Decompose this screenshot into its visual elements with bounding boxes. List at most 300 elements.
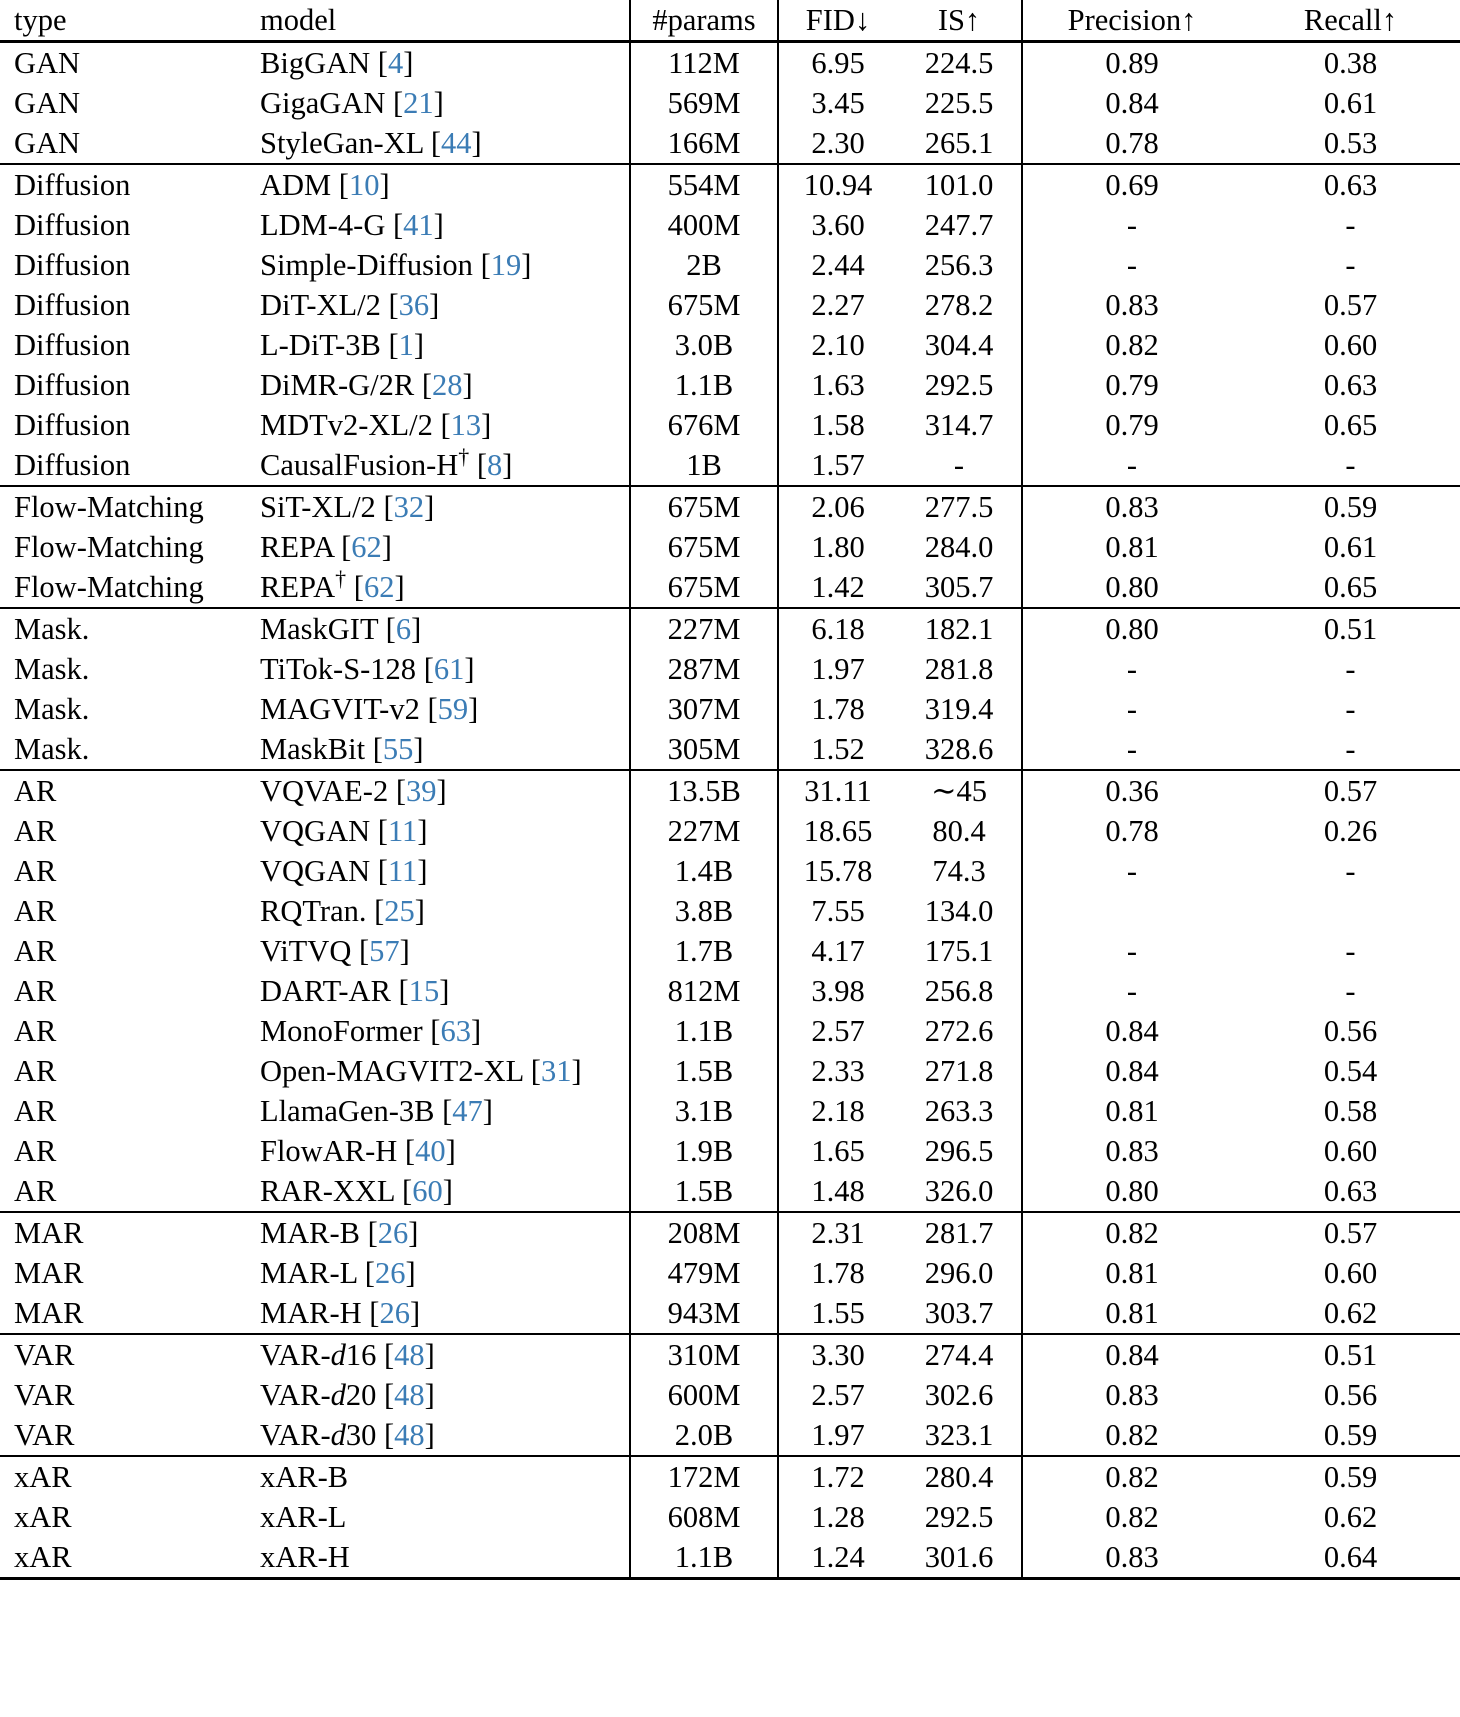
precision-value: 0.84 xyxy=(1105,1013,1159,1048)
model-name: GigaGAN [21] xyxy=(260,85,444,120)
type-value: AR xyxy=(14,1093,57,1128)
citation-link[interactable]: 4 xyxy=(387,45,404,80)
citation-link[interactable]: 28 xyxy=(432,367,463,402)
cell-recall xyxy=(1241,1131,1460,1171)
cell-fid xyxy=(778,164,897,205)
citation-link[interactable]: 57 xyxy=(369,933,400,968)
cell-model xyxy=(246,1537,630,1579)
model-name: MaskGIT [6] xyxy=(260,611,422,646)
cell-model xyxy=(246,811,630,851)
dagger-marker: † xyxy=(335,565,347,591)
model-name: VQGAN [11] xyxy=(260,853,428,888)
citation-link[interactable]: 63 xyxy=(440,1013,471,1048)
params-value: 675M xyxy=(667,569,741,604)
table-header xyxy=(0,0,1460,42)
cell-fid xyxy=(778,83,897,123)
citation-link[interactable]: 1 xyxy=(398,327,414,362)
model-name: StyleGan-XL [44] xyxy=(260,125,482,160)
column-header-label: IS↑ xyxy=(937,2,981,37)
precision-value: 0.81 xyxy=(1105,529,1159,564)
fid-value: 3.60 xyxy=(811,207,865,242)
precision-value: - xyxy=(1126,207,1138,242)
citation-link[interactable]: 40 xyxy=(415,1133,446,1168)
cell-model xyxy=(246,83,630,123)
is-value: 175.1 xyxy=(924,933,994,968)
cell-recall xyxy=(1241,891,1460,931)
model-name: MaskBit [55] xyxy=(260,731,424,766)
cell-is xyxy=(897,1011,1022,1051)
model-name: CausalFusion-H† [8] xyxy=(260,443,513,482)
params-value: 13.5B xyxy=(667,773,741,808)
recall-value: - xyxy=(1345,933,1356,968)
citation-link[interactable]: 6 xyxy=(395,611,412,646)
model-name: ViTVQ [57] xyxy=(260,933,410,968)
citation-link[interactable]: 10 xyxy=(348,167,380,202)
cell-type xyxy=(0,1334,246,1375)
cell-model xyxy=(246,1011,630,1051)
params-value: 172M xyxy=(667,1459,741,1494)
cell-recall xyxy=(1241,486,1460,527)
citation-link[interactable]: 31 xyxy=(540,1053,572,1088)
model-name: LlamaGen-3B [47] xyxy=(260,1093,493,1128)
table-row xyxy=(0,1051,1460,1091)
cell-fid xyxy=(778,1293,897,1334)
recall-value: 0.57 xyxy=(1323,1215,1378,1250)
is-value: 225.5 xyxy=(924,85,994,120)
cell-fid xyxy=(778,1415,897,1456)
table-row xyxy=(0,285,1460,325)
cell-fid xyxy=(778,1456,897,1497)
recall-value: 0.51 xyxy=(1323,1337,1378,1372)
precision-value: 0.89 xyxy=(1105,45,1159,80)
fid-value: 2.33 xyxy=(811,1053,865,1088)
precision-value: - xyxy=(1126,973,1138,1008)
citation-link[interactable]: 25 xyxy=(384,893,415,928)
cell-precision xyxy=(1022,83,1241,123)
fid-value: 1.42 xyxy=(811,569,865,604)
cell-recall xyxy=(1241,1456,1460,1497)
fid-value: 1.80 xyxy=(811,529,865,564)
cell-model xyxy=(246,1091,630,1131)
fid-value: 1.52 xyxy=(811,731,865,766)
cell-model xyxy=(246,891,630,931)
fid-value: 1.55 xyxy=(811,1295,865,1330)
params-value: 675M xyxy=(667,287,741,322)
table-row xyxy=(0,851,1460,891)
model-name: DiMR-G/2R [28] xyxy=(260,367,473,402)
cell-recall xyxy=(1241,1051,1460,1091)
precision-value: 0.83 xyxy=(1105,489,1159,524)
params-value: 1.9B xyxy=(674,1133,734,1168)
cell-model xyxy=(246,1334,630,1375)
cell-is xyxy=(897,486,1022,527)
citation-link[interactable]: 48 xyxy=(394,1417,425,1452)
cell-model xyxy=(246,649,630,689)
cell-is xyxy=(897,1091,1022,1131)
precision-value: - xyxy=(1126,933,1138,968)
cell-fid xyxy=(778,811,897,851)
is-value: 284.0 xyxy=(924,529,994,564)
cell-fid xyxy=(778,1375,897,1415)
model-name: REPA† [62] xyxy=(260,565,405,604)
cell-is xyxy=(897,608,1022,649)
type-value: Diffusion xyxy=(14,287,131,322)
cell-is xyxy=(897,931,1022,971)
params-value: 2.0B xyxy=(674,1417,734,1452)
cell-model xyxy=(246,405,630,445)
cell-is xyxy=(897,1212,1022,1253)
recall-value: 0.56 xyxy=(1323,1377,1378,1412)
cell-precision xyxy=(1022,527,1241,567)
model-name: VAR-d20 [48] xyxy=(260,1377,435,1412)
cell-is xyxy=(897,205,1022,245)
cell-fid xyxy=(778,1212,897,1253)
cell-fid xyxy=(778,1253,897,1293)
citation-link[interactable]: 26 xyxy=(374,1255,406,1290)
recall-value: 0.61 xyxy=(1323,529,1378,564)
cell-params xyxy=(630,811,778,851)
table-row xyxy=(0,608,1460,649)
cell-fid xyxy=(778,608,897,649)
cell-precision xyxy=(1022,811,1241,851)
table-row xyxy=(0,83,1460,123)
cell-recall xyxy=(1241,42,1460,84)
precision-value: 0.78 xyxy=(1105,125,1159,160)
cell-fid xyxy=(778,1171,897,1212)
recall-value: 0.58 xyxy=(1323,1093,1378,1128)
precision-value: 0.80 xyxy=(1105,569,1159,604)
fid-value: 3.30 xyxy=(811,1337,865,1372)
cell-model xyxy=(246,1293,630,1334)
citation-link[interactable]: 26 xyxy=(377,1215,409,1250)
cell-type xyxy=(0,123,246,164)
citation-link[interactable]: 62 xyxy=(351,529,382,564)
column-header-label: #params xyxy=(652,2,756,37)
cell-precision xyxy=(1022,1334,1241,1375)
table-row xyxy=(0,729,1460,770)
is-value: 326.0 xyxy=(924,1173,994,1208)
type-value: Flow-Matching xyxy=(14,569,204,604)
type-value: AR xyxy=(14,853,57,888)
cell-recall xyxy=(1241,1011,1460,1051)
cell-model xyxy=(246,1051,630,1091)
cell-params xyxy=(630,851,778,891)
precision-value: 0.36 xyxy=(1105,773,1159,808)
cell-precision xyxy=(1022,42,1241,84)
citation-link[interactable]: 59 xyxy=(437,691,469,726)
fid-value: 1.48 xyxy=(811,1173,865,1208)
cell-is xyxy=(897,365,1022,405)
cell-params xyxy=(630,405,778,445)
table-row xyxy=(0,445,1460,486)
cell-fid xyxy=(778,445,897,486)
cell-type xyxy=(0,486,246,527)
cell-precision xyxy=(1022,445,1241,486)
cell-recall xyxy=(1241,365,1460,405)
recall-value: 0.57 xyxy=(1323,287,1378,322)
recall-value: 0.59 xyxy=(1323,1459,1378,1494)
cell-model xyxy=(246,1131,630,1171)
cell-is xyxy=(897,527,1022,567)
cell-type xyxy=(0,164,246,205)
cell-params xyxy=(630,445,778,486)
citation-link[interactable]: 39 xyxy=(406,773,437,808)
params-value: 554M xyxy=(667,167,741,202)
table-row xyxy=(0,931,1460,971)
column-header-precision xyxy=(1022,0,1241,42)
is-value: 74.3 xyxy=(932,853,986,888)
recall-value: 0.64 xyxy=(1323,1539,1378,1574)
precision-value: 0.79 xyxy=(1105,367,1159,402)
cell-recall xyxy=(1241,1253,1460,1293)
is-value: 314.7 xyxy=(924,407,994,442)
citation-link[interactable]: 61 xyxy=(433,651,465,686)
column-header-model xyxy=(246,0,630,42)
citation-link[interactable]: 11 xyxy=(387,853,418,888)
table-row xyxy=(0,891,1460,931)
cell-params xyxy=(630,1375,778,1415)
cell-is xyxy=(897,567,1022,608)
cell-fid xyxy=(778,931,897,971)
citation-link[interactable]: 44 xyxy=(441,125,472,160)
fid-value: 2.57 xyxy=(811,1377,865,1412)
table-row xyxy=(0,1375,1460,1415)
cell-params xyxy=(630,245,778,285)
recall-value: 0.60 xyxy=(1323,1133,1378,1168)
model-name: MAR-L [26] xyxy=(260,1255,416,1290)
column-header-params xyxy=(630,0,778,42)
recall-value: 0.63 xyxy=(1323,1173,1378,1208)
is-value: 305.7 xyxy=(924,569,994,604)
cell-fid xyxy=(778,1497,897,1537)
precision-value: 0.78 xyxy=(1105,813,1159,848)
cell-model xyxy=(246,689,630,729)
cell-recall xyxy=(1241,1212,1460,1253)
cell-type xyxy=(0,245,246,285)
cell-precision xyxy=(1022,608,1241,649)
is-value: ∼45 xyxy=(930,773,988,808)
model-name: VQGAN [11] xyxy=(260,813,428,848)
is-value: 319.4 xyxy=(924,691,994,726)
cell-is xyxy=(897,1456,1022,1497)
cell-fid xyxy=(778,770,897,811)
cell-params xyxy=(630,1091,778,1131)
params-value: 675M xyxy=(667,529,741,564)
type-value: VAR xyxy=(14,1377,75,1412)
cell-fid xyxy=(778,1011,897,1051)
type-value: Flow-Matching xyxy=(14,489,204,524)
fid-value: 3.98 xyxy=(811,973,865,1008)
fid-value: 1.72 xyxy=(811,1459,865,1494)
cell-is xyxy=(897,1375,1022,1415)
params-value: 227M xyxy=(667,813,741,848)
type-value: MAR xyxy=(14,1295,84,1330)
recall-value: 0.63 xyxy=(1323,167,1378,202)
cell-type xyxy=(0,851,246,891)
cell-precision xyxy=(1022,1091,1241,1131)
precision-value: 0.84 xyxy=(1105,1053,1159,1088)
header-row xyxy=(0,0,1460,42)
is-value: 278.2 xyxy=(924,287,994,322)
citation-link[interactable]: 21 xyxy=(403,85,434,120)
precision-value: 0.83 xyxy=(1105,1539,1159,1574)
is-value: 302.6 xyxy=(924,1377,994,1412)
cell-is xyxy=(897,851,1022,891)
cell-precision xyxy=(1022,1051,1241,1091)
precision-value: 0.82 xyxy=(1105,1215,1159,1250)
params-value: 676M xyxy=(667,407,741,442)
table-row xyxy=(0,1011,1460,1051)
cell-recall xyxy=(1241,205,1460,245)
cell-type xyxy=(0,811,246,851)
citation-link[interactable]: 19 xyxy=(490,247,522,282)
cell-recall xyxy=(1241,527,1460,567)
precision-value: - xyxy=(1126,691,1138,726)
cell-is xyxy=(897,1051,1022,1091)
cell-model xyxy=(246,770,630,811)
cell-params xyxy=(630,365,778,405)
cell-fid xyxy=(778,486,897,527)
citation-link[interactable]: 11 xyxy=(387,813,418,848)
cell-type xyxy=(0,1537,246,1579)
cell-type xyxy=(0,1131,246,1171)
precision-value: 0.84 xyxy=(1105,85,1159,120)
cell-is xyxy=(897,729,1022,770)
recall-value: 0.26 xyxy=(1323,813,1378,848)
fid-value: 2.31 xyxy=(811,1215,865,1250)
cell-is xyxy=(897,1497,1022,1537)
params-value: 2B xyxy=(686,247,722,282)
cell-model xyxy=(246,567,630,608)
precision-value: 0.80 xyxy=(1105,611,1159,646)
cell-params xyxy=(630,164,778,205)
cell-params xyxy=(630,567,778,608)
cell-params xyxy=(630,1171,778,1212)
precision-value: 0.69 xyxy=(1105,167,1159,202)
type-value: Diffusion xyxy=(14,407,131,442)
cell-model xyxy=(246,245,630,285)
table-row xyxy=(0,365,1460,405)
cell-recall xyxy=(1241,1375,1460,1415)
citation-link[interactable]: 62 xyxy=(363,569,395,604)
cell-model xyxy=(246,325,630,365)
cell-precision xyxy=(1022,1253,1241,1293)
params-value: 943M xyxy=(667,1295,741,1330)
type-value: AR xyxy=(14,1133,57,1168)
cell-fid xyxy=(778,1334,897,1375)
params-value: 310M xyxy=(667,1337,741,1372)
params-value: 3.1B xyxy=(674,1093,734,1128)
table-row xyxy=(0,325,1460,365)
params-value: 208M xyxy=(667,1215,741,1250)
precision-value: - xyxy=(1126,651,1138,686)
cell-is xyxy=(897,689,1022,729)
citation-link[interactable]: 48 xyxy=(394,1337,425,1372)
citation-link[interactable]: 26 xyxy=(379,1295,410,1330)
cell-type xyxy=(0,1051,246,1091)
citation-link[interactable]: 48 xyxy=(394,1377,425,1412)
column-header-label: FID↓ xyxy=(805,2,871,37)
recall-value: 0.57 xyxy=(1323,773,1378,808)
cell-model xyxy=(246,1375,630,1415)
cell-type xyxy=(0,1375,246,1415)
type-value: Diffusion xyxy=(14,367,131,402)
fid-value: 1.24 xyxy=(811,1539,865,1574)
type-value: Mask. xyxy=(14,611,90,646)
precision-value: 0.81 xyxy=(1105,1255,1159,1290)
is-value: 265.1 xyxy=(924,125,994,160)
params-value: 479M xyxy=(667,1255,741,1290)
recall-value: 0.56 xyxy=(1323,1013,1378,1048)
type-value: Diffusion xyxy=(14,167,131,202)
precision-value: 0.83 xyxy=(1105,287,1159,322)
table-body xyxy=(0,42,1460,1579)
type-value: AR xyxy=(14,813,57,848)
citation-link[interactable]: 60 xyxy=(412,1173,443,1208)
is-value: 296.0 xyxy=(924,1255,994,1290)
cell-is xyxy=(897,325,1022,365)
params-value: 1.7B xyxy=(674,933,734,968)
cell-type xyxy=(0,1212,246,1253)
citation-link[interactable]: 47 xyxy=(452,1093,483,1128)
model-name: DART-AR [15] xyxy=(260,973,450,1008)
model-name: MAR-B [26] xyxy=(260,1215,419,1250)
cell-model xyxy=(246,285,630,325)
precision-value: - xyxy=(1126,853,1138,888)
cell-model xyxy=(246,164,630,205)
citation-link[interactable]: 8 xyxy=(487,447,503,482)
cell-precision xyxy=(1022,1456,1241,1497)
cell-type xyxy=(0,405,246,445)
cell-precision xyxy=(1022,1171,1241,1212)
cell-type xyxy=(0,83,246,123)
type-value: AR xyxy=(14,933,57,968)
cell-type xyxy=(0,1497,246,1537)
model-name: xAR-L xyxy=(260,1499,347,1534)
citation-link[interactable]: 13 xyxy=(450,407,482,442)
citation-link[interactable]: 55 xyxy=(382,731,414,766)
params-value: 1.5B xyxy=(674,1053,734,1088)
cell-recall xyxy=(1241,811,1460,851)
model-name: Open-MAGVIT2-XL [31] xyxy=(260,1053,582,1088)
cell-params xyxy=(630,1131,778,1171)
cell-type xyxy=(0,527,246,567)
table-row xyxy=(0,770,1460,811)
model-name: VQVAE-2 [39] xyxy=(260,773,447,808)
cell-type xyxy=(0,325,246,365)
citation-link[interactable]: 41 xyxy=(403,207,434,242)
cell-type xyxy=(0,567,246,608)
table-row xyxy=(0,405,1460,445)
cell-type xyxy=(0,1415,246,1456)
citation-link[interactable]: 32 xyxy=(393,489,425,524)
params-value: 227M xyxy=(667,611,741,646)
cell-type xyxy=(0,931,246,971)
cell-is xyxy=(897,285,1022,325)
fid-value: 4.17 xyxy=(811,933,865,968)
cell-params xyxy=(630,649,778,689)
citation-link[interactable]: 15 xyxy=(408,973,440,1008)
recall-value: 0.60 xyxy=(1323,327,1378,362)
cell-recall xyxy=(1241,851,1460,891)
recall-value: 0.38 xyxy=(1323,45,1378,80)
model-name: VAR-d16 [48] xyxy=(260,1337,435,1372)
model-depth-italic: d xyxy=(330,1337,346,1372)
cell-fid xyxy=(778,365,897,405)
precision-value: 0.81 xyxy=(1105,1295,1159,1330)
params-value: 166M xyxy=(667,125,741,160)
citation-link[interactable]: 36 xyxy=(398,287,430,322)
